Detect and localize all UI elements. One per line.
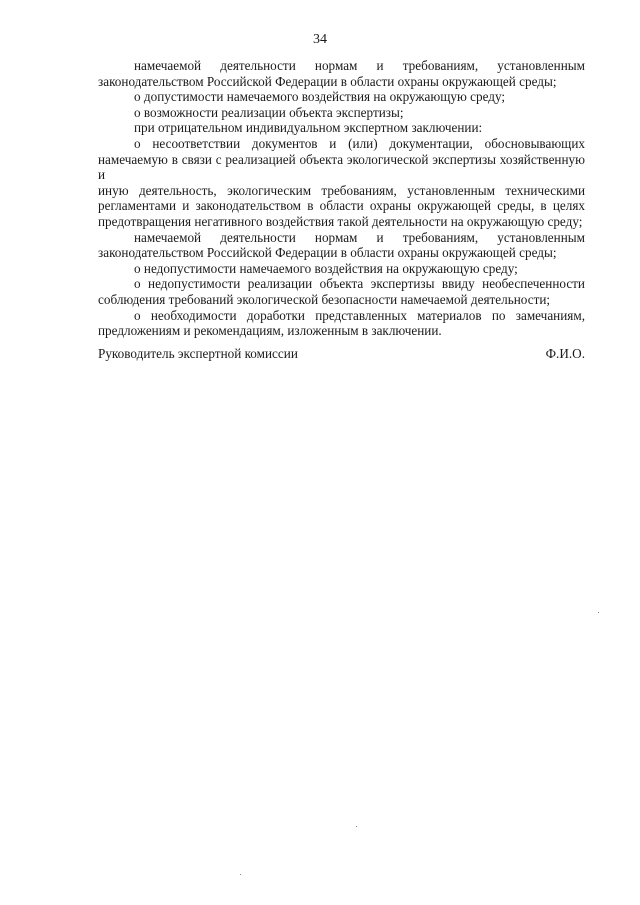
text-line: о недопустимости реализации объекта экспертизы ввиду необеспеченности: [134, 276, 585, 292]
text-line: о несоответствии документов и (или) документации, обосновывающих: [134, 135, 585, 151]
document-body: [98, 58, 585, 339]
scan-speck: [598, 612, 599, 613]
text-line: законодательством Российской Федерации в области охраны окружающей среды;: [98, 73, 557, 89]
text-line: законодательством Российской Федерации в области охраны окружающей среды;: [98, 245, 557, 261]
text-line: намечаемой деятельности нормам и требованиям, установленным: [134, 229, 585, 245]
scan-speck: [356, 826, 357, 827]
text-line: при отрицательном индивидуальном экспертном заключении:: [134, 120, 483, 136]
page-number: 34: [313, 32, 327, 47]
text-line: иную деятельность, экологическим требованиям, установленным техническими: [98, 182, 585, 198]
scan-speck: [240, 874, 241, 875]
signature-name: Ф.И.О.: [545, 346, 585, 361]
text-line: намечаемой деятельности нормам и требованиям, установленным: [134, 58, 585, 73]
text-line: о необходимости доработки представленных материалов по замечаниям,: [134, 307, 585, 323]
text-line: о допустимости намечаемого воздействия на окружающую среду;: [134, 89, 506, 105]
text-line: о недопустимости намечаемого воздействия на окружающую среду;: [134, 260, 518, 276]
text-line: соблюдения требований экологической безопасности намечаемой деятельности;: [98, 291, 551, 307]
text-line: о возможности реализации объекта экспертизы;: [134, 104, 404, 120]
signature-role: Руководитель экспертной комиссии: [98, 346, 298, 361]
text-line: предложениям и рекомендациям, изложенным в заключении.: [98, 323, 442, 339]
text-line: намечаемую в связи с реализацией объекта экологической экспертизы хозяйственную и: [98, 151, 585, 183]
text-line: предотвращения негативного воздействия такой деятельности на окружающую среду;: [98, 213, 583, 229]
signature-block: [98, 346, 585, 362]
text-line: регламентами и законодательством в области охраны окружающей среды, в целях: [98, 198, 585, 214]
